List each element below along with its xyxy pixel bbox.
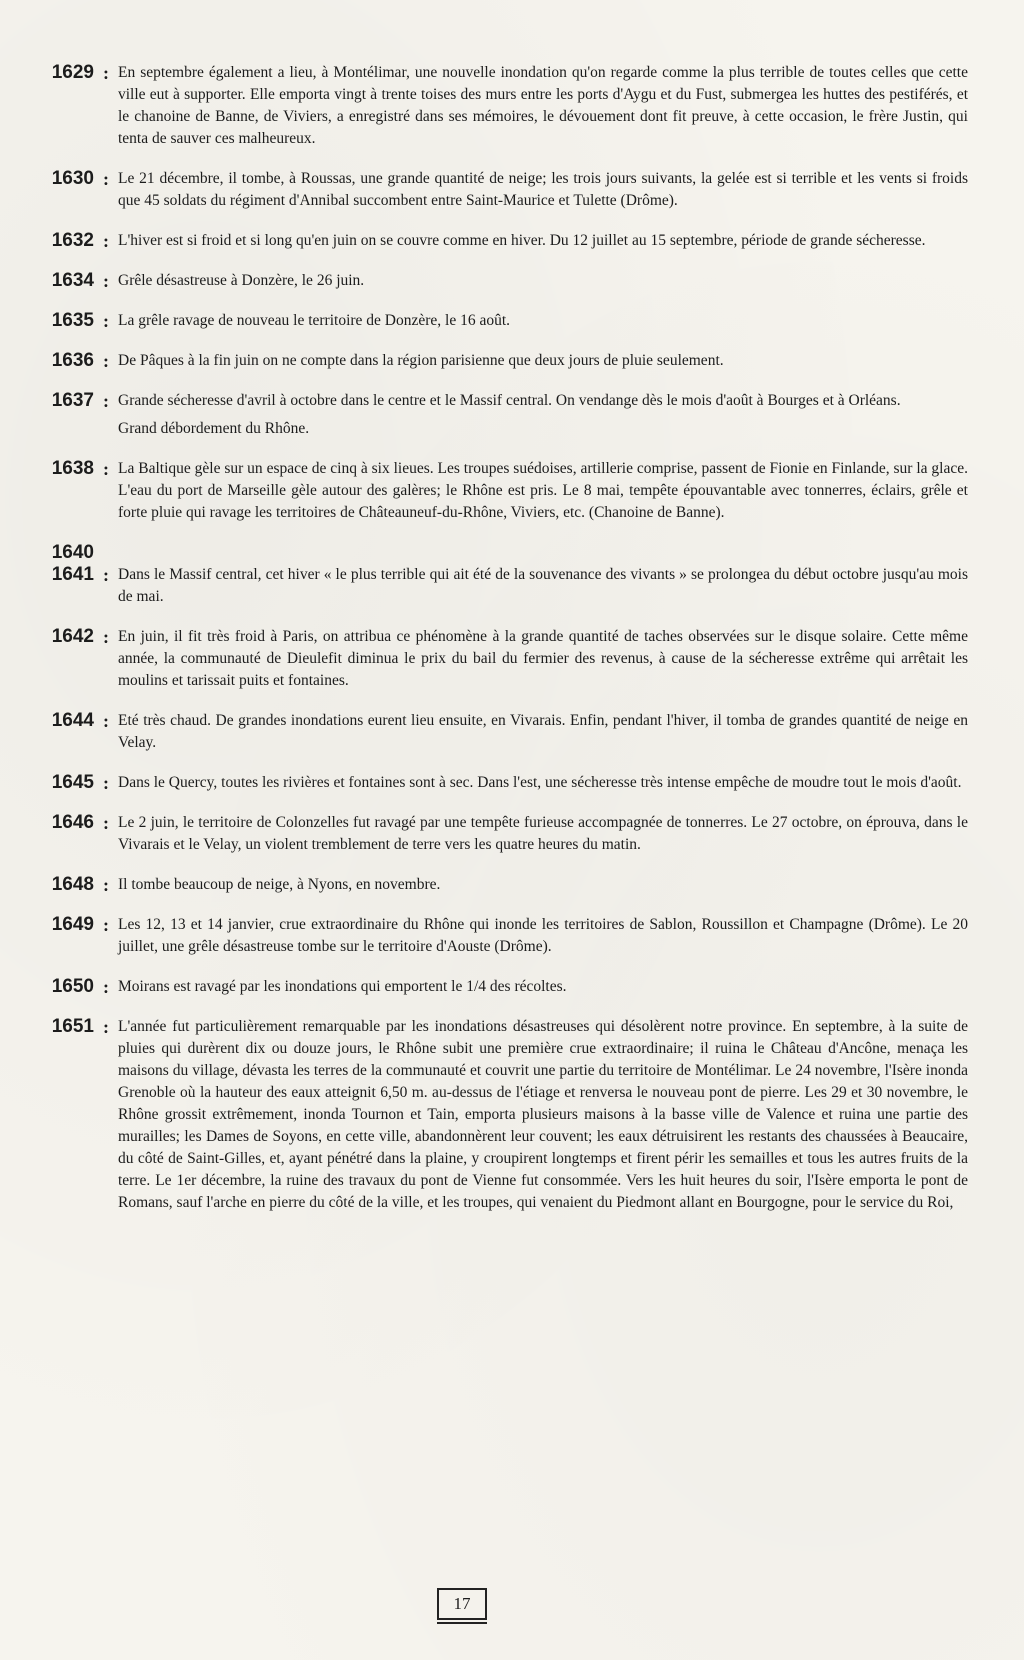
entry-colon: : [103, 63, 109, 83]
entry-text [118, 874, 968, 896]
entry-paragraph: La grêle ravage de nouveau le territoire de Donzère, le 16 août. [118, 312, 511, 329]
entry-text [118, 62, 968, 150]
entry-colon: : [103, 977, 109, 997]
entry-year: 1640 [51, 542, 94, 563]
entry-text [118, 626, 968, 692]
entry-paragraph: En juin, il fit très froid à Paris, on attribua ce phénomène à la grande quantité de taches observées sur le disque solaire. Cette même année, la communauté de Dieulefit diminua le prix du bail du fermier des revenus, à cause de la sécheresse extrême qui arrêtait les moulins et tarissait puits et fontaines. [118, 628, 968, 689]
entry-text [118, 350, 968, 372]
chronicle-entries [18, 62, 968, 1232]
entry-1650 [18, 976, 968, 998]
entry-paragraph: La Baltique gèle sur un espace de cinq à six lieues. Les troupes suédoises, artillerie comprise, passent de Fionie en Finlande, sur la glace. L'eau du port de Marseille gèle autour des galères; le Rhône est pris. Le 8 mai, tempête épouvantable avec tonnerres, éclairs, grêle et forte pluie qui ravage les territoires de Châteauneuf-du-Rhône, Viviers, etc. (Chanoine de Banne). [118, 460, 968, 521]
entry-text [118, 390, 968, 440]
page-number-underline [437, 1622, 487, 1624]
entry-year: 1637 [51, 390, 94, 411]
entry-paragraph: Il tombe beaucoup de neige, à Nyons, en novembre. [118, 876, 441, 893]
entry-text [118, 270, 968, 292]
entry-year: 1651 [51, 1016, 94, 1037]
entry-1651 [18, 1016, 968, 1214]
entry-text [118, 458, 968, 524]
entry-1644 [18, 710, 968, 754]
entry-1649 [18, 914, 968, 958]
entry-colon: : [103, 773, 109, 793]
entry-colon: : [103, 231, 109, 251]
entry-year-stack [18, 542, 94, 586]
entry-text [118, 1016, 968, 1214]
entry-colon: : [103, 915, 109, 935]
entry-paragraph: Grêle désastreuse à Donzère, le 26 juin. [118, 272, 365, 289]
entry-year: 1641 [51, 564, 94, 585]
entry-colon: : [103, 391, 109, 411]
entry-1630 [18, 168, 968, 212]
entry-text [118, 310, 968, 332]
entry-colon: : [103, 311, 109, 331]
entry-1648 [18, 874, 968, 896]
entry-1634 [18, 270, 968, 292]
entry-1638 [18, 458, 968, 524]
entry-colon: : [103, 813, 109, 833]
entry-colon: : [103, 1017, 109, 1037]
entry-text [118, 812, 968, 856]
entry-year: 1635 [51, 310, 94, 331]
entry-paragraph: L'année fut particulièrement remarquable par les inondations désastreuses qui désolèrent notre province. En septembre, à la suite de pluies qui durèrent dix ou douze jours, le Rhône subit une première crue extraordinaire; il ruina le Château d'Ancône, menaça les maisons du village, dévasta les terres de la communauté et couvrit une partie du territoire de Montélimar. Le 24 novembre, l'Isère inonda Grenoble où la hauteur des eaux atteignit 6,50 m. au-dessus de l'étiage et renversa le nouveau pont de pierre. Les 29 et 30 novembre, le Rhône grossit extrêmement, inonda Tournon et Tain, emporta plusieurs maisons à la basse ville de Valence et ruina une partie des murailles; les Dames de Soyons, en cette ville, abandonnèrent leur couvent; les eaux détruisirent les restants des chaussées à Beaucaire, du côté de Saint-Gilles, et, ayant pénétré dans la plaine, y croupirent longtemps et firent périr les semailles et tous les autres fruits de la terre. Le 1er décembre, la ruine des travaux du pont de Vienne fut consommée. Vers les huit heures du soir, l'Isère emporta le pont de Romans, sauf l'arche en pierre du côté de la ville, et les troupes, qui venaient du Piedmont allant en Bourgogne, pour le service du Roi, [118, 1018, 968, 1211]
entry-colon: : [103, 627, 109, 647]
entry-year: 1649 [51, 914, 94, 935]
entry-colon: : [103, 271, 109, 291]
entry-text [118, 772, 968, 794]
page-number-text: 17 [453, 1594, 471, 1613]
entry-paragraph: En septembre également a lieu, à Montélimar, une nouvelle inondation qu'on regarde comme la plus terrible de toutes celles que cette ville eut à supporter. Elle emporta vingt à trente toises des murs entre les ports d'Aygu et du Fust, submergea les huttes des pestiférés, et le chanoine de Banne, de Viviers, a enregistré dans ses mémoires, le dévouement dont fit preuve, à cette occasion, le frère Justin, qui tenta de sauver ces malheureux. [118, 64, 968, 147]
entry-paragraph: De Pâques à la fin juin on ne compte dans la région parisienne que deux jours de pluie seulement. [118, 352, 724, 369]
entry-year: 1650 [51, 976, 94, 997]
entry-text [118, 168, 968, 212]
entry-paragraph: L'hiver est si froid et si long qu'en juin on se couvre comme en hiver. Du 12 juillet au 15 septembre, période de grande sécheresse. [118, 232, 926, 249]
entry-colon: : [103, 459, 109, 479]
entry-paragraph: Le 21 décembre, il tombe, à Roussas, une grande quantité de neige; les trois jours suivants, la gelée est si terrible et les vents si froids que 45 soldats du régiment d'Annibal succombent entre Saint-Maurice et Tulette (Drôme). [118, 170, 968, 209]
entry-1632 [18, 230, 968, 252]
entry-paragraph: Moirans est ravagé par les inondations qui emportent le 1/4 des récoltes. [118, 978, 567, 995]
entry-paragraph: Les 12, 13 et 14 janvier, crue extraordinaire du Rhône qui inonde les territoires de Sablon, Roussillon et Champagne (Drôme). Le 20 juillet, une grêle désastreuse tombe sur le territoire d'Aouste (Drôme). [118, 916, 968, 955]
entry-1635 [18, 310, 968, 332]
entry-paragraph: Le 2 juin, le territoire de Colonzelles fut ravagé par une tempête furieuse accompagnée de tonnerres. Le 27 octobre, on éprouva, dans le Vivarais et le Velay, un violent tremblement de terre vers les quatre heures du matin. [118, 814, 968, 853]
entry-text [118, 564, 968, 608]
entry-year: 1636 [51, 350, 94, 371]
entry-paragraph: Dans le Quercy, toutes les rivières et fontaines sont à sec. Dans l'est, une sécheresse très intense empêche de moudre tout le mois d'août. [118, 774, 962, 791]
entry-year: 1644 [51, 710, 94, 731]
entry-year: 1642 [51, 626, 94, 647]
entry-1645 [18, 772, 968, 794]
entry-1642 [18, 626, 968, 692]
entry-paragraph: Eté très chaud. De grandes inondations eurent lieu ensuite, en Vivarais. Enfin, pendant l'hiver, il tomba de grandes quantité de neige en Velay. [118, 712, 968, 751]
entry-paragraph: Grande sécheresse d'avril à octobre dans le centre et le Massif central. On vendange dès le mois d'août à Bourges et à Orléans. [118, 392, 901, 409]
entry-1640 [18, 542, 968, 608]
entry-year: 1634 [51, 270, 94, 291]
entry-1629 [18, 62, 968, 150]
entry-1637 [18, 390, 968, 440]
entry-colon: : [103, 875, 109, 895]
page-number [437, 1588, 487, 1620]
entry-colon: : [103, 711, 109, 731]
entry-year: 1645 [51, 772, 94, 793]
entry-1636 [18, 350, 968, 372]
entry-year: 1629 [51, 62, 94, 83]
entry-paragraph: Dans le Massif central, cet hiver « le plus terrible qui ait été de la souvenance des vivants » se prolongea du début octobre jusqu'au mois de mai. [118, 566, 968, 605]
entry-paragraph: Grand débordement du Rhône. [118, 420, 310, 437]
entry-colon: : [103, 169, 109, 189]
entry-1646 [18, 812, 968, 856]
entry-colon: : [103, 565, 109, 585]
entry-text [118, 914, 968, 958]
entry-year: 1630 [51, 168, 94, 189]
entry-year: 1646 [51, 812, 94, 833]
entry-text [118, 976, 968, 998]
entry-colon: : [103, 351, 109, 371]
entry-year: 1632 [51, 230, 94, 251]
entry-text [118, 710, 968, 754]
entry-year: 1638 [51, 458, 94, 479]
entry-year: 1648 [51, 874, 94, 895]
entry-text [118, 230, 968, 252]
